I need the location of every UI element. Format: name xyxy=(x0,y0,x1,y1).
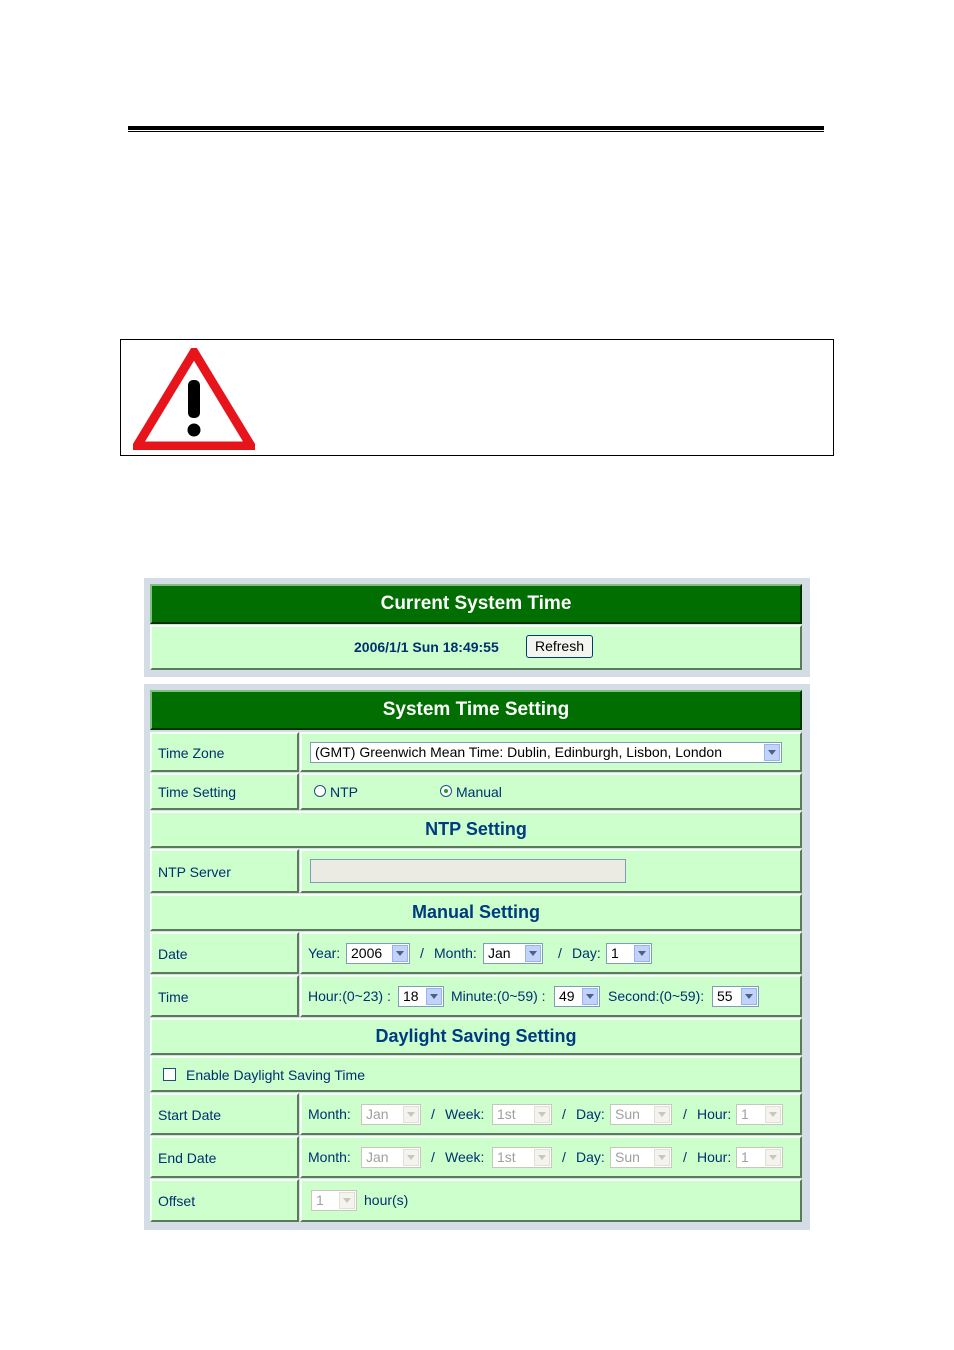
day-select[interactable] xyxy=(606,943,652,964)
chevron-down-icon xyxy=(426,988,442,1005)
end-day-label: Day: xyxy=(576,1149,605,1165)
date-separator: / xyxy=(562,1149,566,1165)
time-setting-header: System Time Setting xyxy=(150,690,802,730)
second-selected: 55 xyxy=(717,988,733,1004)
date-separator: / xyxy=(431,1149,435,1165)
end-date-label: End Date xyxy=(158,1150,217,1166)
start-hour-selected: 1 xyxy=(741,1106,749,1122)
end-week-select[interactable] xyxy=(492,1147,552,1168)
warning-triangle-icon xyxy=(133,348,255,450)
time-mode-value-cell xyxy=(300,773,802,810)
chevron-down-icon xyxy=(403,1149,419,1166)
end-hour-label: Hour: xyxy=(697,1149,732,1165)
month-selected: Jan xyxy=(488,945,511,961)
chevron-down-icon xyxy=(634,945,650,962)
ntp-server-label-cell xyxy=(150,849,299,893)
year-select[interactable] xyxy=(346,943,410,964)
chevron-down-icon xyxy=(534,1149,550,1166)
dst-enable-checkbox[interactable] xyxy=(163,1068,176,1081)
start-day-label: Day: xyxy=(576,1106,605,1122)
current-time-header: Current System Time xyxy=(150,584,802,624)
chevron-down-icon xyxy=(741,988,757,1005)
time-zone-value-cell xyxy=(300,732,802,772)
hour-select[interactable] xyxy=(398,986,444,1007)
end-month-select[interactable] xyxy=(361,1147,421,1168)
date-separator: / xyxy=(683,1106,687,1122)
chevron-down-icon xyxy=(582,988,598,1005)
end-month-selected: Jan xyxy=(366,1149,389,1165)
ntp-radio-label: NTP xyxy=(330,784,358,800)
chevron-down-icon xyxy=(339,1192,355,1209)
offset-unit: hour(s) xyxy=(364,1192,409,1208)
start-hour-label: Hour: xyxy=(697,1106,732,1122)
warning-box xyxy=(120,339,834,456)
month-label: Month: xyxy=(434,945,477,961)
offset-select[interactable] xyxy=(311,1190,357,1211)
date-separator: / xyxy=(420,945,424,961)
ntp-server-value-cell xyxy=(300,849,802,893)
day-selected: 1 xyxy=(611,945,619,961)
ntp-server-input[interactable] xyxy=(310,859,626,883)
minute-selected: 49 xyxy=(559,988,575,1004)
offset-label: Offset xyxy=(158,1193,196,1209)
minute-select[interactable] xyxy=(554,986,600,1007)
start-week-selected: 1st xyxy=(497,1106,516,1122)
second-label: Second:(0~59): xyxy=(608,988,705,1004)
chevron-down-icon xyxy=(654,1106,670,1123)
year-selected: 2006 xyxy=(351,945,383,961)
date-separator: / xyxy=(431,1106,435,1122)
dst-section-header: Daylight Saving Setting xyxy=(150,1018,802,1055)
top-rule-thin xyxy=(128,131,824,132)
chevron-down-icon xyxy=(654,1149,670,1166)
date-separator: / xyxy=(683,1149,687,1165)
date-label: Date xyxy=(158,946,188,962)
start-date-value-cell xyxy=(300,1093,802,1135)
manual-section-header: Manual Setting xyxy=(150,894,802,931)
start-hour-select[interactable] xyxy=(736,1104,783,1125)
year-label: Year: xyxy=(308,945,341,961)
offset-label-cell xyxy=(150,1179,299,1222)
start-date-label: Start Date xyxy=(158,1107,222,1123)
offset-value-cell xyxy=(300,1179,802,1222)
ntp-server-label: NTP Server xyxy=(158,864,231,880)
second-select[interactable] xyxy=(712,986,759,1007)
dst-enable-row xyxy=(150,1056,802,1092)
day-label: Day: xyxy=(572,945,601,961)
manual-radio-label: Manual xyxy=(456,784,502,800)
end-day-selected: Sun xyxy=(615,1149,640,1165)
current-time-panel xyxy=(144,578,810,677)
minute-label: Minute:(0~59) : xyxy=(451,988,546,1004)
chevron-down-icon xyxy=(764,744,780,761)
time-value-cell xyxy=(300,975,802,1017)
date-separator: / xyxy=(562,1106,566,1122)
start-month-select[interactable] xyxy=(361,1104,421,1125)
time-mode-label-cell xyxy=(150,773,299,810)
ntp-section-header: NTP Setting xyxy=(150,811,802,848)
chevron-down-icon xyxy=(403,1106,419,1123)
offset-selected: 1 xyxy=(316,1192,324,1208)
start-week-label: Week: xyxy=(445,1106,485,1122)
start-day-select[interactable] xyxy=(610,1104,672,1125)
current-time-value: 2006/1/1 Sun 18:49:55 xyxy=(354,639,499,655)
refresh-button[interactable]: Refresh xyxy=(526,635,593,658)
current-time-row xyxy=(150,625,802,670)
time-mode-label: Time Setting xyxy=(158,784,237,800)
date-separator: / xyxy=(558,945,562,961)
chevron-down-icon xyxy=(392,945,408,962)
month-select[interactable] xyxy=(483,943,543,964)
top-rule xyxy=(128,126,824,130)
start-month-selected: Jan xyxy=(366,1106,389,1122)
end-week-selected: 1st xyxy=(497,1149,516,1165)
start-day-selected: Sun xyxy=(615,1106,640,1122)
chevron-down-icon xyxy=(765,1149,781,1166)
end-day-select[interactable] xyxy=(610,1147,672,1168)
time-zone-label-cell xyxy=(150,732,299,772)
start-date-label-cell xyxy=(150,1093,299,1135)
date-value-cell xyxy=(300,932,802,974)
chevron-down-icon xyxy=(525,945,541,962)
hour-label: Hour:(0~23) : xyxy=(308,988,391,1004)
manual-radio[interactable] xyxy=(440,785,452,797)
time-label-cell xyxy=(150,975,299,1017)
time-zone-selected: (GMT) Greenwich Mean Time: Dublin, Edinburgh, Lisbon, London xyxy=(315,744,722,760)
date-label-cell xyxy=(150,932,299,974)
time-label: Time xyxy=(158,989,189,1005)
time-zone-label: Time Zone xyxy=(158,745,225,761)
end-hour-select[interactable] xyxy=(736,1147,783,1168)
start-week-select[interactable] xyxy=(492,1104,552,1125)
end-date-value-cell xyxy=(300,1136,802,1178)
dst-enable-label: Enable Daylight Saving Time xyxy=(186,1067,365,1083)
chevron-down-icon xyxy=(534,1106,550,1123)
end-week-label: Week: xyxy=(445,1149,485,1165)
hour-selected: 18 xyxy=(403,988,419,1004)
end-month-label: Month: xyxy=(308,1149,351,1165)
time-setting-panel xyxy=(144,684,810,1230)
end-hour-selected: 1 xyxy=(741,1149,749,1165)
ntp-radio[interactable] xyxy=(314,785,326,797)
start-month-label: Month: xyxy=(308,1106,351,1122)
time-zone-select[interactable] xyxy=(310,742,782,763)
end-date-label-cell xyxy=(150,1136,299,1178)
chevron-down-icon xyxy=(765,1106,781,1123)
